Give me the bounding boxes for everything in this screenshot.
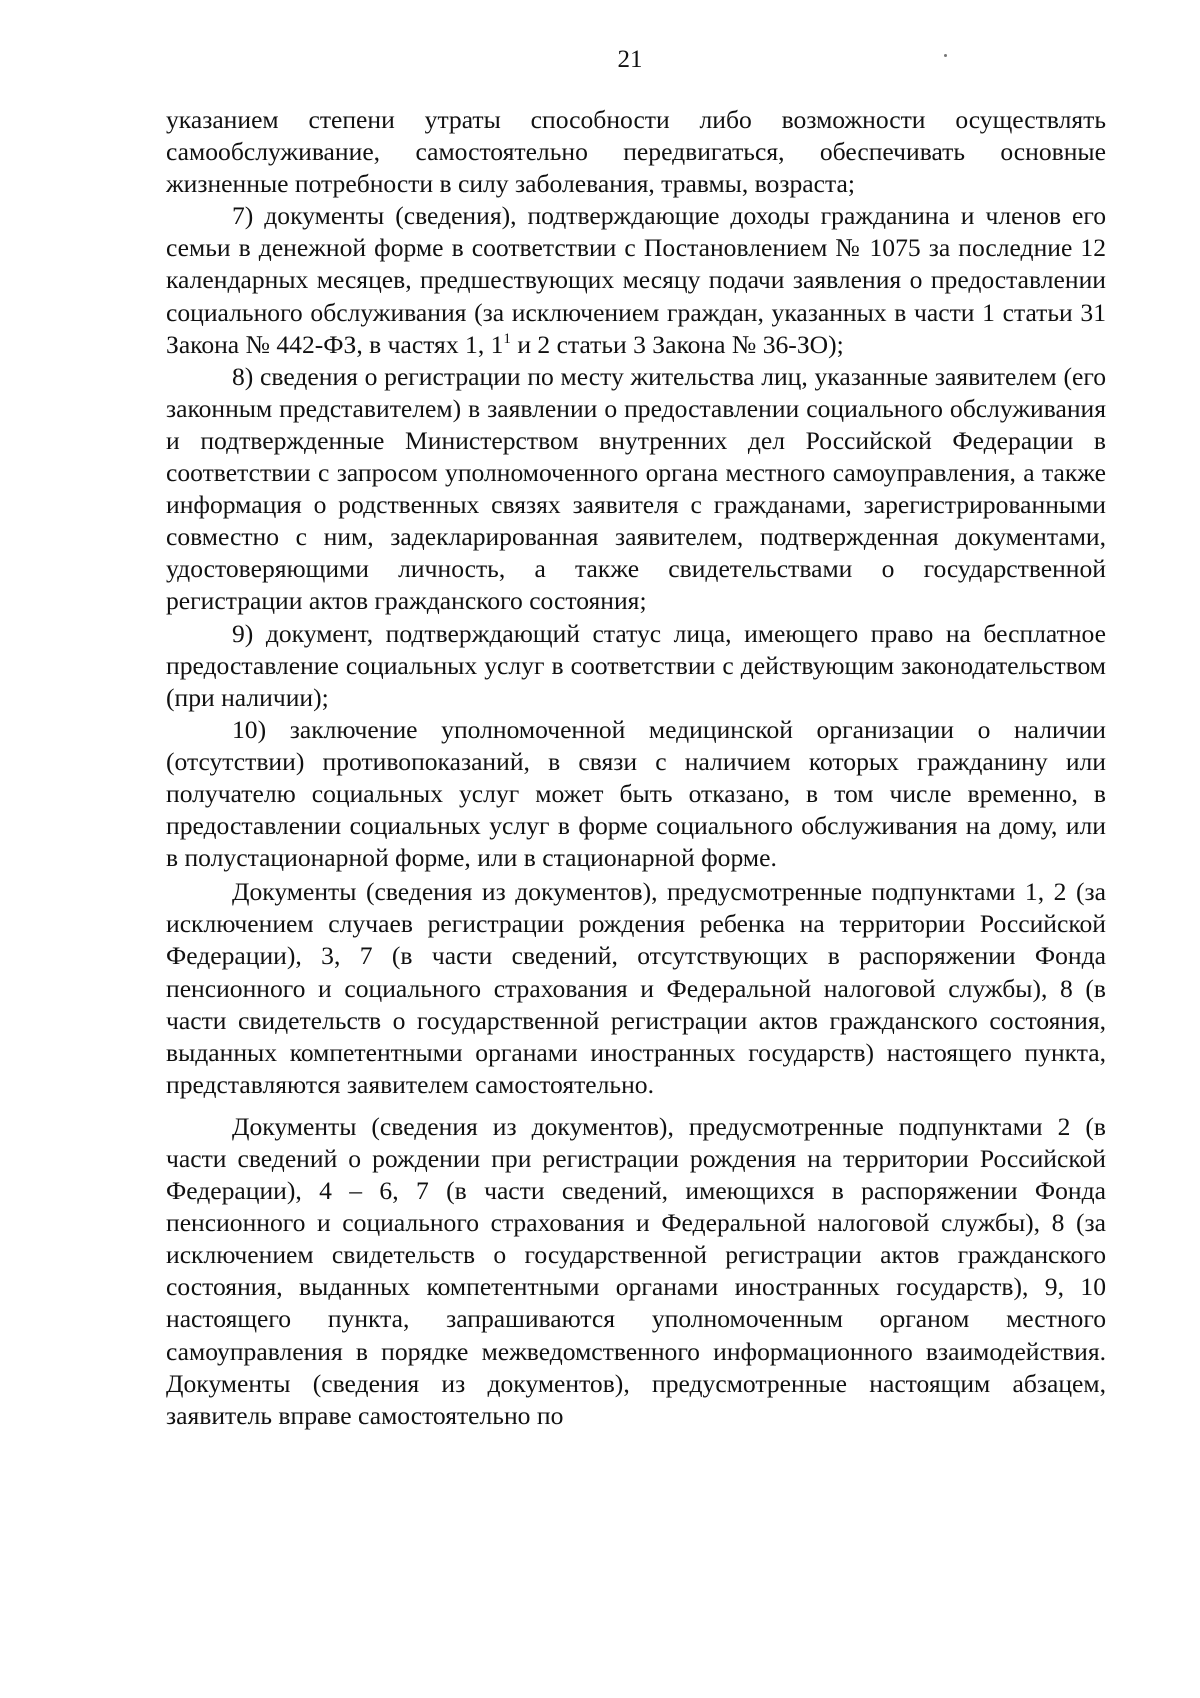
page-number: 21: [617, 46, 643, 73]
scan-speck: [944, 54, 947, 57]
paragraph-item-10: 10) заключение уполномоченной медицинской организации о наличии (отсутствии) противопоказаний, в связи с наличием которых гражданину или получателю социальных услуг может быть отказано, в том числе временно, в предоставлении социальных услуг в форме социального обслуживания на дому, или в полустационарной форме, или в стационарной форме.: [166, 714, 1106, 873]
paragraph-docs-requested: Документы (сведения из документов), предусмотренные подпунктами 2 (в части сведений о рождении при регистрации рождения на территории Российской Федерации), 4 – 6, 7 (в части сведений, имеющихся в распоряжении Фонда пенсионного и социального страхования и Федеральной налоговой службы), 8 (за исключением свидетельств о государственной регистрации актов гражданского состояния, выданных компетентными органами иностранных государств), 9, 10 настоящего пункта, запрашиваются уполномоченным органом местного самоуправления в порядке межведомственного информационного взаимодействия. Документы (сведения из документов), предусмотренные настоящим абзацем, заявитель вправе самостоятельно по: [166, 1111, 1106, 1430]
document-body: [166, 104, 1106, 1432]
paragraph-item-7: [166, 200, 1106, 360]
item-7-text-end: и 2 статьи 3 Закона № 36-ЗО);: [510, 329, 844, 359]
paragraph-continuation: указанием степени утраты способности либо возможности осуществлять самообслуживание, самостоятельно передвигаться, обеспечивать основные жизненные потребности в силу заболевания, травмы, возраста;: [166, 105, 1106, 199]
paragraph-item-8: 8) сведения о регистрации по месту жительства лиц, указанные заявителем (его законным представителем) в заявлении о предоставлении социального обслуживания и подтвержденные Министерством внутренних дел Российской Федерации в соответствии с запросом уполномоченного органа местного самоуправления, а также информация о родственных связях заявителя с гражданами, зарегистрированными совместно с ним, задекларированная заявителем, подтвержденная документами, удостоверяющими личность, а также свидетельствами о государственной регистрации актов гражданского состояния;: [166, 361, 1106, 616]
item-7-superscript: 1: [503, 330, 511, 347]
paragraph-item-9: 9) документ, подтверждающий статус лица, имеющего право на бесплатное предоставление социальных услуг в соответствии с действующим законодательством (при наличии);: [166, 618, 1106, 712]
paragraph-docs-by-applicant: Документы (сведения из документов), предусмотренные подпунктами 1, 2 (за исключением случаев регистрации рождения ребенка на территории Российской Федерации), 3, 7 (в части сведений, отсутствующих в распоряжении Фонда пенсионного и социального страхования и Федеральной налоговой службы), 8 (в части свидетельств о государственной регистрации актов гражданского состояния, выданных компетентными органами иностранных государств) настоящего пункта, представляются заявителем самостоятельно.: [166, 877, 1106, 1099]
item-7-text: 7) документы (сведения), подтверждающие доходы гражданина и членов его семьи в денежной форме в соответствии с Постановлением № 1075 за последние 12 календарных месяцев, предшествующих месяцу подачи заявления о предоставлении социального обслуживания (за исключением граждан, указанных в части 1 статьи 31 Закона № 442-ФЗ, в частях 1, 1: [166, 201, 1106, 359]
